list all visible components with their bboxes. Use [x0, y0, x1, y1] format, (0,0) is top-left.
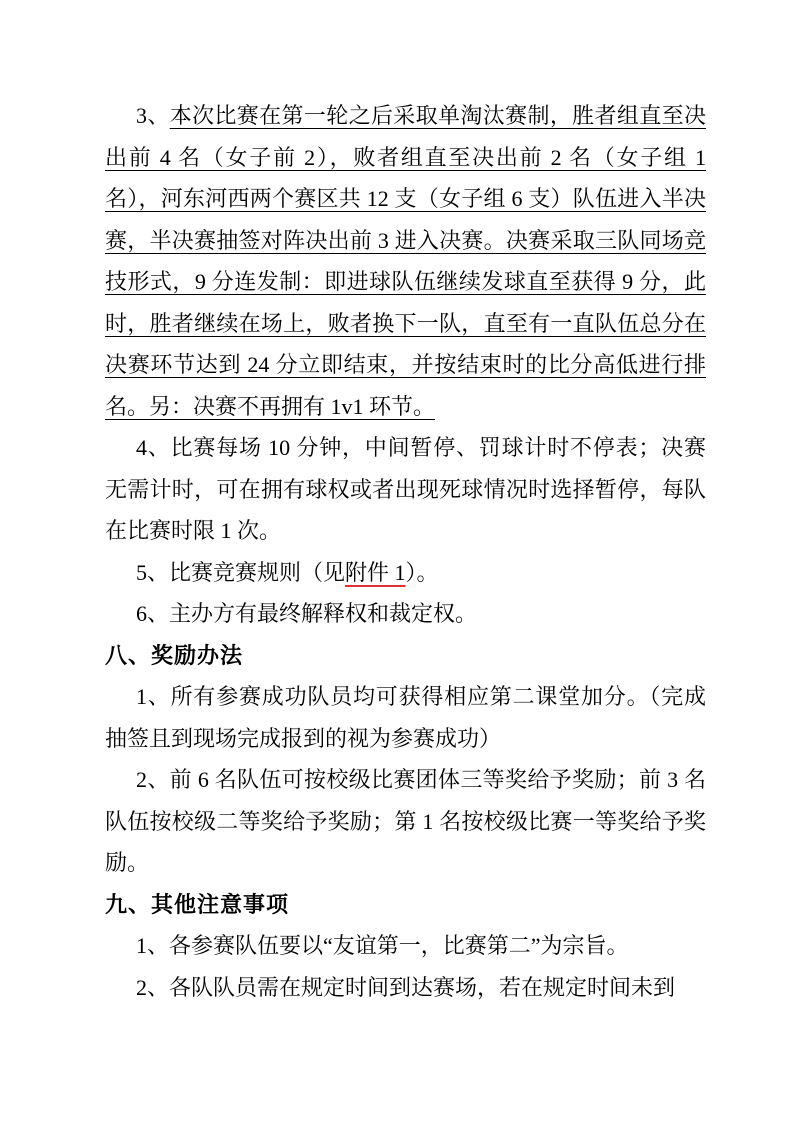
rule-item-3-underlined-text: 本次比赛在第一轮之后采取单淘汰赛制，胜者组直至决出前 4 名（女子前 2），败者组直至决出前 2 名（女子组 1 名），河东河西两个赛区共 12 支（女子组 6 支）队伍进入半决赛，半决赛抽签对阵决出前 3 进入决赛。决赛采取三队同场竞技形式，9 分连发制：即进球队伍继续发球直至获得 9 分，此时，胜者继续在场上，败者换下一队，直至有一直队伍总分在决赛环节达到 24 分立即结束，并按结束时的比分高低进行排名。另：决赛不再拥有 1v1 环节。: [105, 103, 706, 419]
rule-item-4: 4、比赛每场 10 分钟，中间暂停、罚球计时不停表；决赛无需计时，可在拥有球权或者出现死球情况时选择暂停，每队在比赛时限 1 次。: [105, 435, 706, 543]
rule-item-3-number: 3、: [136, 103, 170, 128]
section-heading-awards: 八、奖励办法: [105, 642, 244, 668]
attachment-1-link[interactable]: 附件 1: [345, 559, 406, 585]
rule-item-5-prefix: 5、比赛竞赛规则（见: [136, 559, 346, 585]
section-heading-other-notes: 九、其他注意事项: [105, 891, 290, 917]
awards-item-2: 2、前 6 名队伍可按校级比赛团体三等奖给予奖励；前 3 名队伍按校级二等奖给予奖励；第 1 名按校级比赛一等奖给予奖励。: [105, 767, 706, 875]
rule-item-6: 6、主办方有最终解释权和裁定权。: [136, 601, 478, 626]
rule-item-5: [105, 552, 706, 594]
rule-item-3: [105, 95, 706, 427]
awards-item-1: 1、所有参赛成功队员均可获得相应第二课堂加分。（完成抽签且到现场完成报到的视为参赛成功）: [105, 684, 706, 751]
other-notes-item-2: 2、各队队员需在规定时间到达赛场，若在规定时间未到: [136, 974, 676, 1000]
other-notes-item-1: 1、各参赛队伍要以“友谊第一，比赛第二”为宗旨。: [136, 933, 629, 958]
document-content: [105, 95, 706, 1008]
rule-item-5-suffix: ）。: [405, 559, 439, 585]
